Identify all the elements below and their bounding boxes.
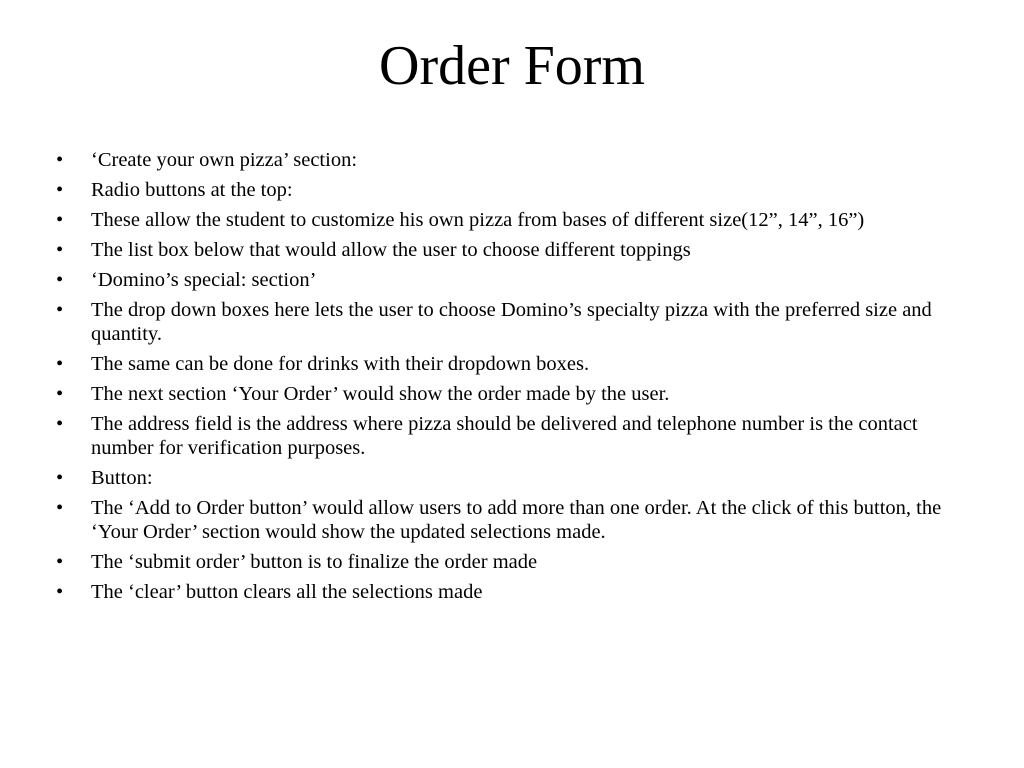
bullet-list bbox=[56, 148, 966, 610]
bullet-icon: • bbox=[56, 497, 64, 519]
bullet-item bbox=[56, 238, 966, 262]
bullet-icon: • bbox=[56, 551, 64, 573]
bullet-icon: • bbox=[56, 467, 64, 489]
bullet-item bbox=[56, 382, 966, 406]
bullet-text: Radio buttons at the top: bbox=[91, 179, 293, 201]
bullet-icon: • bbox=[56, 209, 64, 231]
bullet-item bbox=[56, 496, 966, 544]
slide-title: Order Form bbox=[379, 35, 645, 97]
bullet-item bbox=[56, 148, 966, 172]
bullet-icon: • bbox=[56, 239, 64, 261]
bullet-item bbox=[56, 466, 966, 490]
bullet-icon: • bbox=[56, 383, 64, 405]
bullet-text: These allow the student to customize his own pizza from bases of different size(12”, 14”, 16”) bbox=[91, 209, 865, 231]
bullet-icon: • bbox=[56, 149, 64, 171]
bullet-item bbox=[56, 580, 966, 604]
bullet-item bbox=[56, 550, 966, 574]
bullet-item bbox=[56, 178, 966, 202]
bullet-text: The ‘clear’ button clears all the selections made bbox=[91, 581, 483, 603]
bullet-icon: • bbox=[56, 299, 64, 321]
bullet-text: The ‘submit order’ button is to finalize the order made bbox=[91, 551, 538, 573]
bullet-item bbox=[56, 352, 966, 376]
bullet-icon: • bbox=[56, 269, 64, 291]
bullet-item bbox=[56, 208, 966, 232]
bullet-icon: • bbox=[56, 581, 64, 603]
bullet-text: ‘Domino’s special: section’ bbox=[91, 269, 317, 291]
bullet-icon: • bbox=[56, 353, 64, 375]
bullet-item bbox=[56, 268, 966, 292]
bullet-icon: • bbox=[56, 413, 64, 435]
bullet-icon: • bbox=[56, 179, 64, 201]
bullet-text: Button: bbox=[91, 467, 153, 489]
bullet-text: The address field is the address where pizza should be delivered and telephone number is the contact number for verification purposes. bbox=[91, 413, 918, 459]
bullet-text: The list box below that would allow the user to choose different toppings bbox=[91, 239, 691, 261]
bullet-text: The drop down boxes here lets the user to choose Domino’s specialty pizza with the preferred size and quantity. bbox=[91, 299, 932, 345]
bullet-item bbox=[56, 298, 966, 346]
bullet-text: The next section ‘Your Order’ would show the order made by the user. bbox=[91, 383, 670, 405]
bullet-text: The same can be done for drinks with their dropdown boxes. bbox=[91, 353, 590, 375]
bullet-text: The ‘Add to Order button’ would allow users to add more than one order. At the click of this button, the ‘Your Order’ section would show the updated selections made. bbox=[91, 497, 942, 543]
bullet-text: ‘Create your own pizza’ section: bbox=[91, 149, 358, 171]
bullet-item bbox=[56, 412, 966, 460]
